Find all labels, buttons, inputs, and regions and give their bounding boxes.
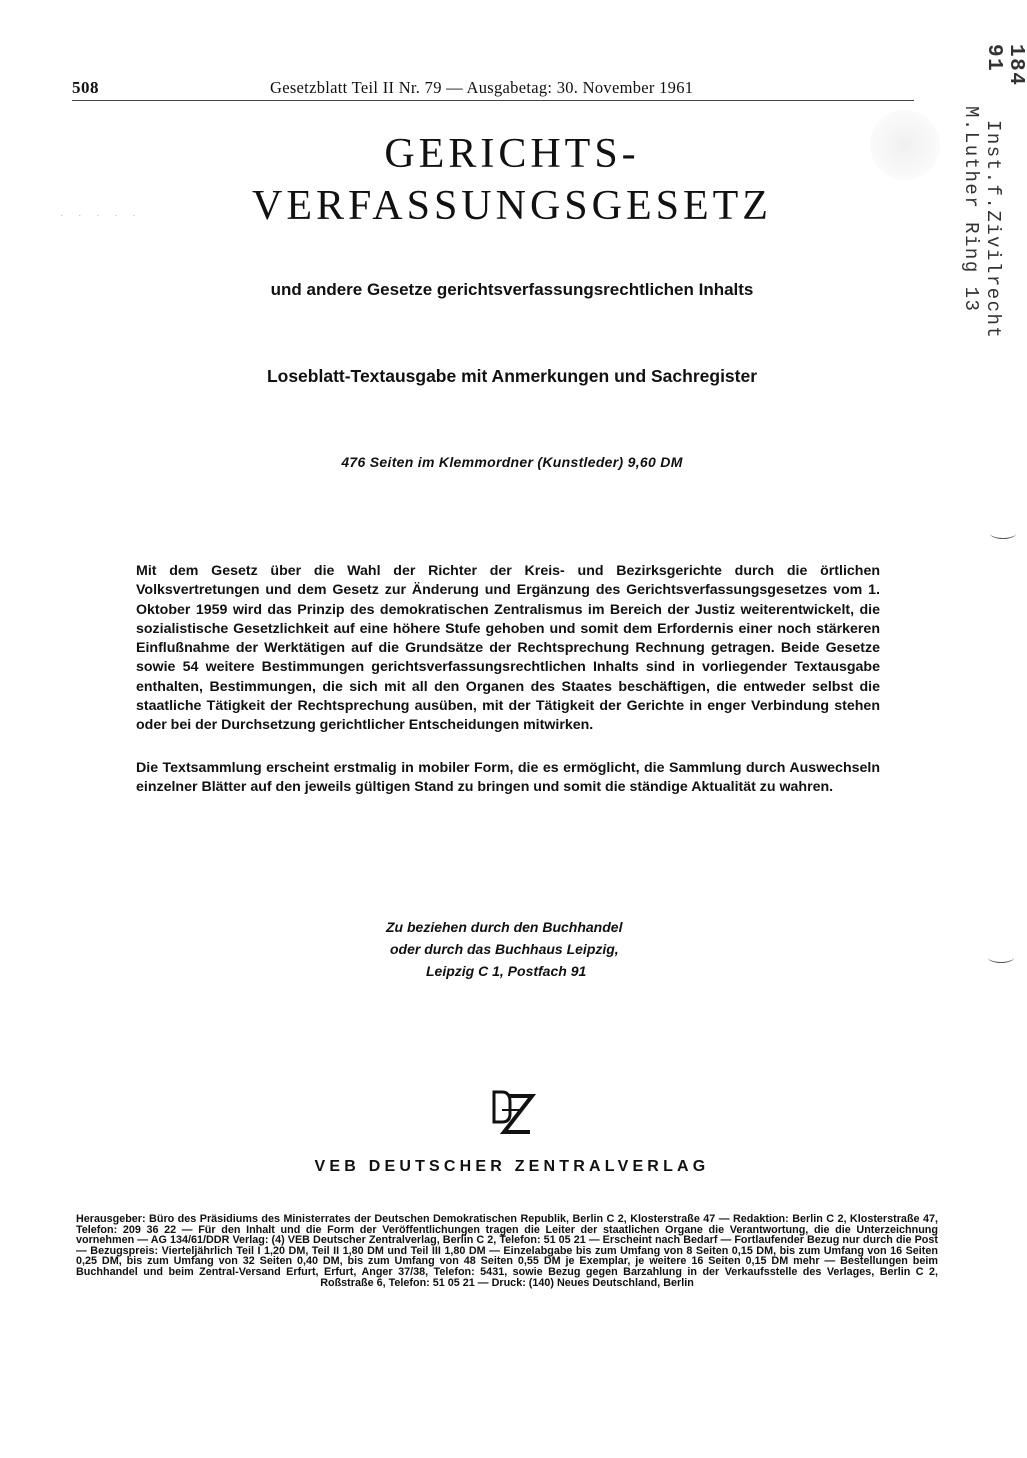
ordering-line-3: Leipzig C 1, Postfach 91 (426, 963, 587, 979)
ordering-line-1: Zu beziehen durch den Buchhandel (386, 919, 623, 935)
title-line-2: VERFASSUNGSGESETZ (252, 183, 772, 229)
header-rule (72, 100, 914, 101)
description-paragraph-2: Die Textsammlung erscheint erstmalig in mobiler Form, die es ermöglicht, die Sammlung durch Auswechseln einzelner Blätter auf den jeweils gültigen Stand zu bringen und somit die ständige Aktualität zu wahren. (136, 760, 880, 796)
dz-logo-mark (488, 1088, 536, 1138)
pages-price: 476 Seiten im Klemmordner (Kunstleder) 9,60 DM (341, 454, 683, 470)
imprint: Herausgeber: Büro des Präsidiums des Ministerrates der Deutschen Demokratischen Republik, Berlin C 2, Klosterstraße 47 — Redaktion: Berlin C 2, Klosterstraße 47, Telefon: 209 36 22 — Für den Inhalt und die Form der Veröffentlichungen tragen die Leiter der staatlichen Organe die Verantwortung, die die Unterzeichnung vornehmen — AG 134/61/DDR Verlag: (4) VEB Deutscher Zentralverlag, Berlin C 2, Telefon: 51 05 21 — Erscheint nach Bedarf — Fortlaufender Bezug nur durch die Post — Bezugspreis: Vierteljährlich Teil I 1,20 DM, Teil II 1,80 DM und Teil III 1,80 DM — Einzelabgabe bis zum Umfang von 8 Seiten 0,15 DM, bis zum Umfang von 16 Seiten 0,25 DM, bis zum Umfang von 32 Seiten 0,40 DM, bis zum Umfang von 48 Seiten 0,55 DM je Exemplar, je weitere 16 Seiten 0,15 DM mehr — Bestellungen beim Buchhandel und beim Zentral-Versand Erfurt, Erfurt, Anger 37/38, Telefon: 5431, sowie Bezug gegen Barzahlung in der Verkaufsstelle des Verlages, Berlin C 2, Roßstraße 6, Telefon: 51 05 21 — Druck: (140) Neues Deutschland, Berlin (76, 1213, 938, 1289)
page-number: 508 (72, 78, 99, 97)
title-line-1: GERICHTS- (384, 131, 640, 177)
stamp-line-4: M.Luther Ring 13 (960, 106, 982, 313)
dz-logo-icon (488, 1088, 536, 1138)
description-paragraph-1: Mit dem Gesetz über die Wahl der Richter der Kreis- und Bezirksgerichte durch die örtlichen Volksvertretungen und dem Gesetz zur Änderung und Ergänzung des Gerichtsverfassungsgesetzes vom 1. Oktober 1959 wird das Prinzip des demokratischen Zentralismus im Bereich der Justiz weiterentwickelt, die sozialistische Gesetzlichkeit auf eine höhere Stufe gehoben und somit dem Erfordernis einer noch stärkeren Einflußnahme der Werktätigen auf die Grundsätze der Rechtsprechung Rechnung getragen. Beide Gesetze sowie 54 weitere Bestimmungen gerichtsverfassungsrechtlichen Inhalts sind in vorliegender Textausgabe enthalten, Bestimmungen, die sich mit all den Organen des Staates beschäftigen, die entweder selbst die staatliche Tätigkeit der Rechtsprechung ausüben, mit der Tätigkeit der Gerichte in enger Verbindung stehen oder bei der Durchsetzung gerichtlicher Entscheidungen mitwirken. (136, 563, 880, 734)
stamp-line-1: 91 (982, 44, 1005, 73)
edition-note: Loseblatt-Textausgabe mit Anmerkungen und Sachregister (266, 366, 758, 386)
publisher-name: VEB DEUTSCHER ZENTRALVERLAG (314, 1158, 710, 1175)
subtitle: und andere Gesetze gerichtsverfassungsrechtlichen Inhalts (270, 280, 754, 299)
stamp-line-3: Inst.f.Zivilrecht (982, 120, 1004, 340)
scan-specks: · · · · · (60, 210, 142, 221)
ordering-info (386, 916, 622, 982)
margin-mark (988, 952, 1014, 963)
margin-mark (990, 528, 1016, 539)
ordering-line-2: oder durch das Buchhaus Leipzig, (390, 941, 619, 957)
stamp-line-2: 184 (1004, 44, 1027, 87)
running-head: Gesetzblatt Teil II Nr. 79 — Ausgabetag: 30. November 1961 (270, 78, 694, 97)
book-title (0, 128, 1024, 232)
